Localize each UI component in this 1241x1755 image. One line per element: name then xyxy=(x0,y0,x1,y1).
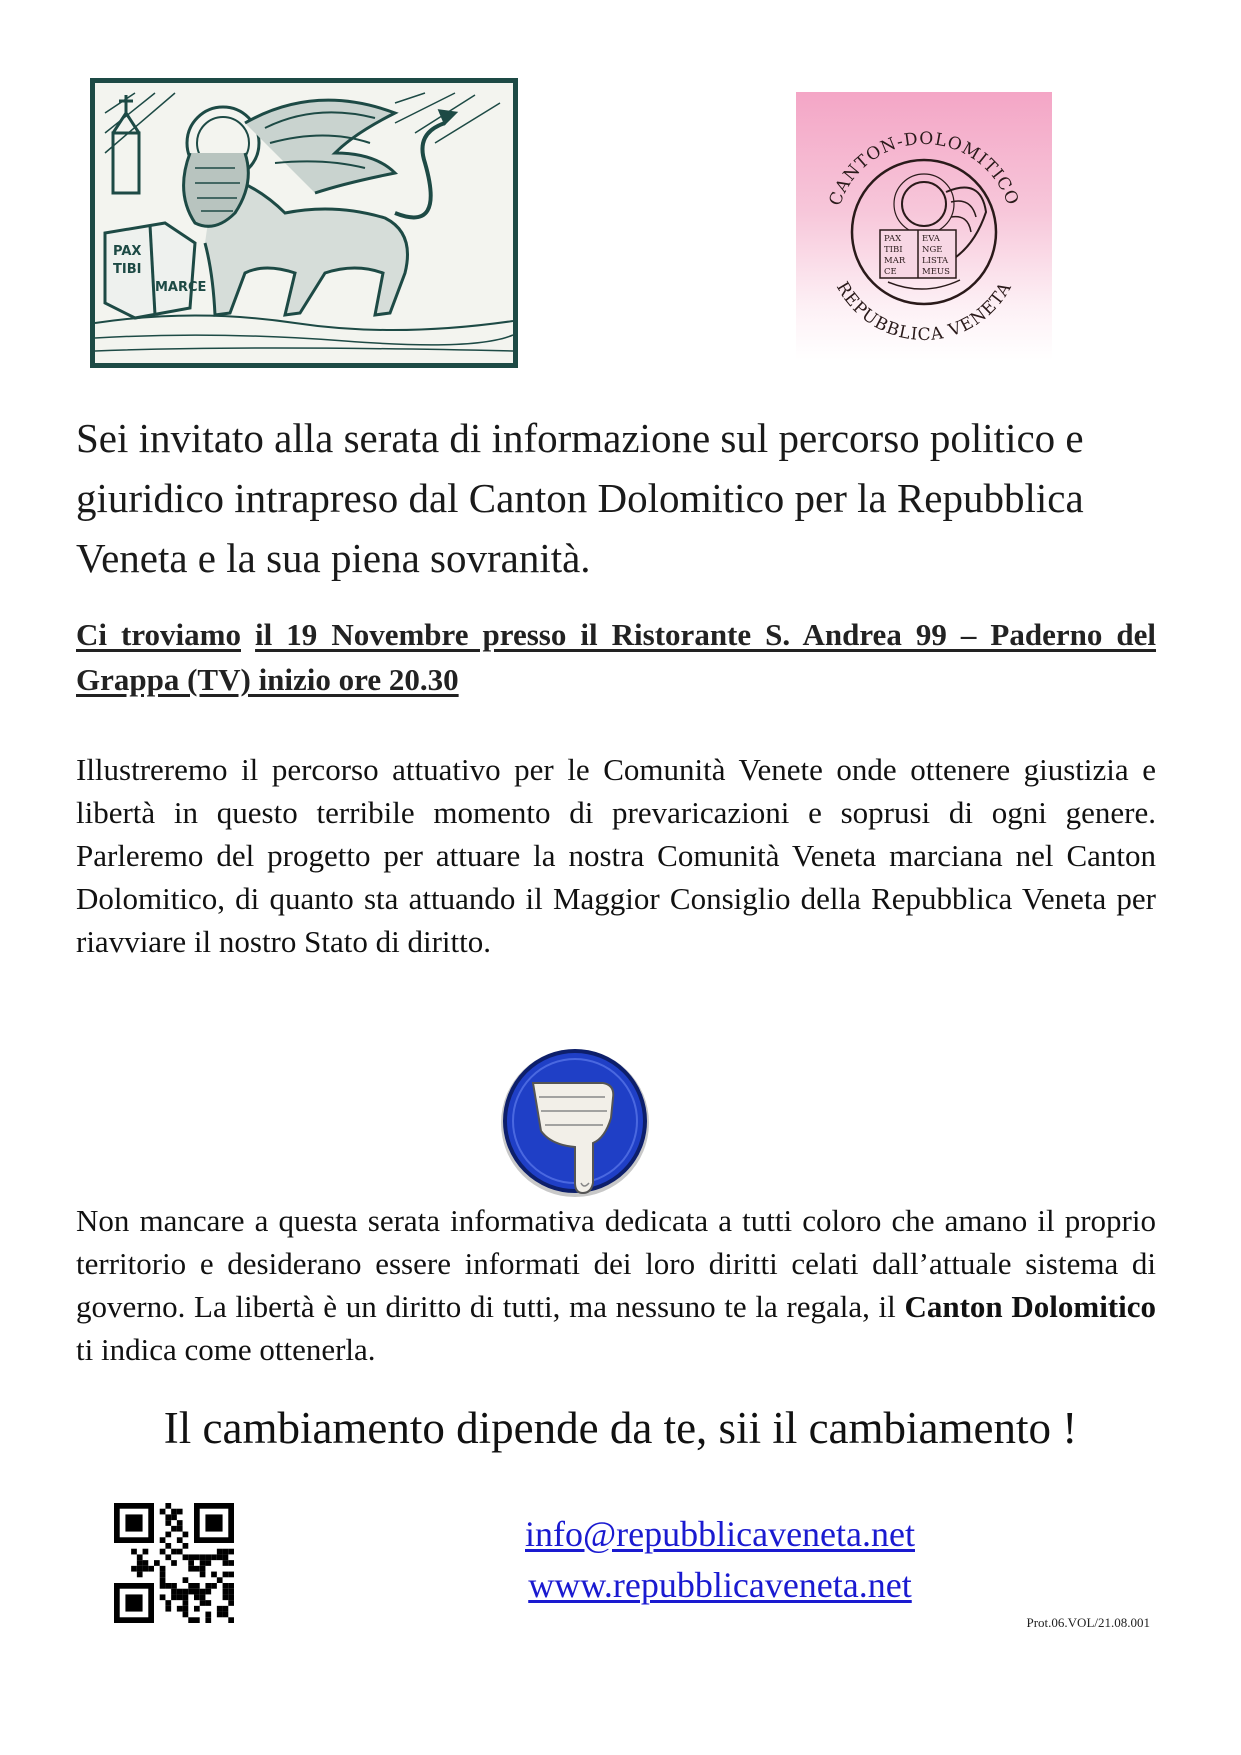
canton-dolomitico-bold: Canton Dolomitico xyxy=(904,1289,1157,1324)
winged-lion-woodcut-image xyxy=(90,78,518,368)
seal-book-left-4: CE xyxy=(884,267,897,277)
qr-code-pattern xyxy=(114,1503,234,1623)
winged-lion-drawing xyxy=(95,83,513,363)
closing-text-end: ti indica come ottenerla. xyxy=(76,1332,376,1367)
pointing-hand-drawing xyxy=(493,1043,658,1208)
seal-book-left-3: MAR xyxy=(884,256,906,266)
svg-text:CANTON-DOLOMITICO xyxy=(825,129,1022,209)
meeting-lead: Ci troviamo xyxy=(76,617,241,652)
invitation-intro: Sei invitato alla serata di informazione sul percorso politico e giuridico intrapreso dal Canton Dolomitico per la Repubblica Veneta e la sua piena sovranità. xyxy=(76,415,1084,581)
pointing-hand-icon xyxy=(493,1043,658,1208)
woodcut-book-line-1: PAX xyxy=(113,244,142,259)
slogan: Il cambiamento dipende da te, sii il cambiamento ! xyxy=(163,1403,1078,1453)
seal-book-left-2: TIBI xyxy=(884,245,903,255)
closing-text-start: Non mancare a questa serata informativa dedicata a tutti coloro che amano il proprio territorio e desiderano essere informati dei loro diritti celati dall’attuale sistema di governo. La libertà è un diritto di tutti, ma nessuno te la regala, il xyxy=(76,1203,1156,1324)
website-link[interactable]: www.repubblicaveneta.net xyxy=(528,1565,912,1605)
meeting-date-location: il 19 Novembre presso il Ristorante S. Andrea 99 – Paderno del Grappa (TV) inizio ore 20.30 xyxy=(76,617,1157,697)
meeting-details xyxy=(76,612,1156,702)
seal-book-left-1: PAX xyxy=(884,234,902,244)
woodcut-book-line-2: TIBI xyxy=(113,262,142,277)
qr-code[interactable] xyxy=(114,1503,234,1623)
closing-paragraph xyxy=(76,1199,1156,1371)
canton-dolomitico-seal xyxy=(796,92,1052,360)
seal-book-right-2: NGE xyxy=(922,245,943,255)
seal-emblem xyxy=(796,92,1052,360)
email-link[interactable]: info@repubblicaveneta.net xyxy=(525,1514,915,1554)
seal-ring-top-text: CANTON-DOLOMITICO xyxy=(825,128,1023,209)
protocol-number: Prot.06.VOL/21.08.001 xyxy=(1026,1615,1150,1630)
seal-book-right-3: LISTA xyxy=(922,256,949,266)
seal-ring-bottom-text: REPUBBLICA VENETA xyxy=(831,278,1017,346)
woodcut-book-line-3: MARCE xyxy=(155,280,207,295)
seal-book-right-4: MEUS xyxy=(922,267,950,277)
seal-book-right-1: EVA xyxy=(922,234,940,244)
program-paragraph: Illustreremo il percorso attuativo per le Comunità Venete onde ottenere giustizia e libertà in questo terribile momento di prevaricazioni e soprusi di ogni genere. Parleremo del progetto per attuare la nostra Comunità Veneta marciana nel Canton Dolomitico, di quanto sta attuando il Maggior Consiglio della Repubblica Veneta per riavviare il nostro Stato di diritto. xyxy=(76,752,1156,959)
